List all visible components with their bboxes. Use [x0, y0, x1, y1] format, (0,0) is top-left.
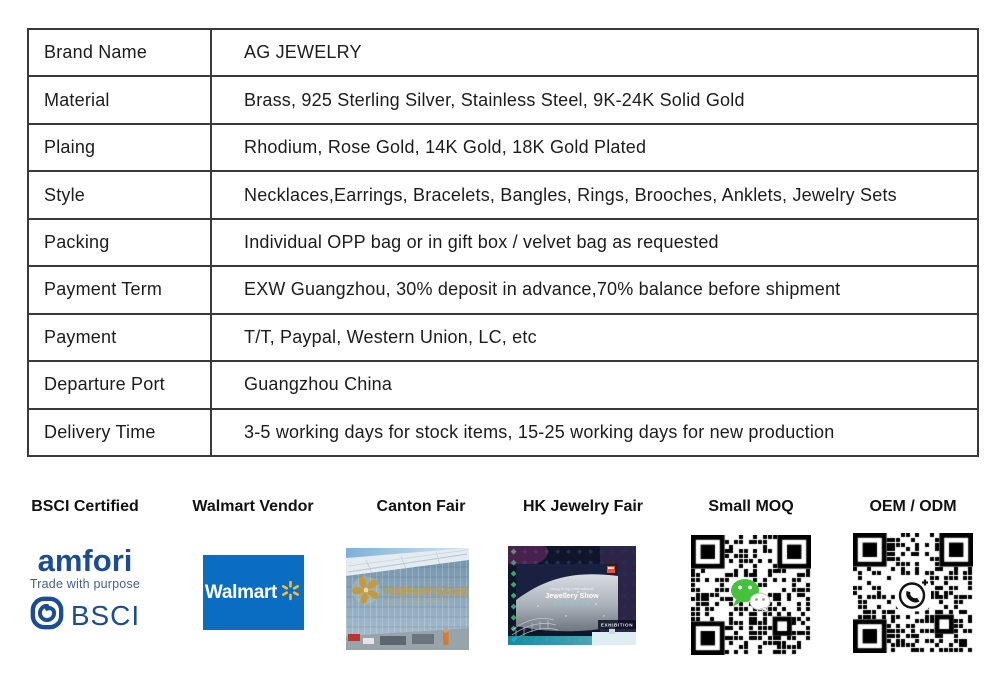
spec-row-label: Payment Term: [28, 266, 211, 313]
product-spec-table: [27, 28, 979, 457]
table-row: [28, 171, 978, 218]
spec-row-value: Individual OPP bag or in gift box / velvet bag as requested: [211, 219, 978, 266]
whatsapp-phone-icon: [892, 572, 934, 619]
canton-fair-title-cn: 中国进出口商品交易会: [383, 587, 469, 598]
spec-table-body: [28, 29, 978, 456]
table-row: [28, 29, 978, 76]
badge-label-canton: Canton Fair: [376, 498, 466, 515]
hk-show-line1: Hong Kong International: [550, 587, 594, 591]
table-row: [28, 266, 978, 313]
badge-label-hk: HK Jewelry Fair: [522, 498, 644, 515]
badge-canton-fair: [346, 498, 496, 650]
spec-row-value: Brass, 925 Sterling Silver, Stainless Steel, 9K-24K Solid Gold: [211, 76, 978, 123]
spec-row-value: T/T, Paypal, Western Union, LC, etc: [211, 314, 978, 361]
spec-row-label: Brand Name: [28, 29, 211, 76]
spec-row-label: Payment: [28, 314, 211, 361]
badge-bsci-certified: [10, 498, 160, 635]
amfori-wordmark: amfori: [37, 543, 133, 578]
wechat-icon: [728, 576, 774, 619]
badge-oem-odm: [838, 498, 988, 658]
badge-label-oem-odm: OEM / ODM: [869, 498, 957, 515]
canton-fair-title-en: CHINA IMPORT AND EXPORT FAIR: [384, 600, 448, 604]
table-row: [28, 361, 978, 408]
spec-row-value: Necklaces,Earrings, Bracelets, Bangles, Rings, Brooches, Anklets, Jewelry Sets: [211, 171, 978, 218]
table-row: [28, 124, 978, 171]
spec-row-label: Packing: [28, 219, 211, 266]
hk-jewelry-fair-photo: [508, 546, 636, 645]
spec-row-label: Delivery Time: [28, 409, 211, 457]
wechat-qr: [691, 535, 811, 660]
table-row: [28, 219, 978, 266]
hk-show-line2: Jewellery Show: [545, 591, 599, 600]
spec-row-value: Rhodium, Rose Gold, 14K Gold, 18K Gold Plated: [211, 124, 978, 171]
amfori-tagline: Trade with purpose: [29, 577, 141, 591]
spec-row-label: Departure Port: [28, 361, 211, 408]
hk-exhibition-text: EXHIBITION: [600, 622, 634, 628]
badge-hk-jewelry-fair: [508, 498, 658, 645]
badge-label-walmart: Walmart Vendor: [192, 498, 314, 515]
badge-walmart-vendor: [178, 498, 328, 630]
bsci-text: BSCI: [70, 599, 141, 631]
walmart-wordmark: Walmart: [204, 581, 278, 603]
spec-row-value: EXW Guangzhou, 30% deposit in advance,70% balance before shipment: [211, 266, 978, 313]
walmart-spark-icon: [280, 580, 301, 606]
spec-row-value: Guangzhou China: [211, 361, 978, 408]
spec-row-label: Material: [28, 76, 211, 123]
spec-row-label: Style: [28, 171, 211, 218]
spec-row-value: AG JEWELRY: [211, 29, 978, 76]
badge-label-bsci: BSCI Certified: [31, 498, 139, 515]
table-row: [28, 76, 978, 123]
spec-row-label: Plaing: [28, 124, 211, 171]
badge-small-moq: [676, 498, 826, 660]
table-row: [28, 409, 978, 457]
table-row: [28, 314, 978, 361]
walmart-logo: [203, 555, 304, 630]
whatsapp-qr: [853, 533, 973, 658]
badge-label-small-moq: Small MOQ: [708, 498, 794, 515]
bsci-spiral-icon: [30, 596, 64, 635]
hk-show-line3: 香港国际珠宝展: [553, 601, 591, 606]
amfori-bsci-logo: [21, 543, 149, 635]
canton-fair-photo: [346, 548, 469, 650]
bsci-row: [21, 596, 149, 635]
spec-row-value: 3-5 working days for stock items, 15-25 working days for new production: [211, 409, 978, 457]
